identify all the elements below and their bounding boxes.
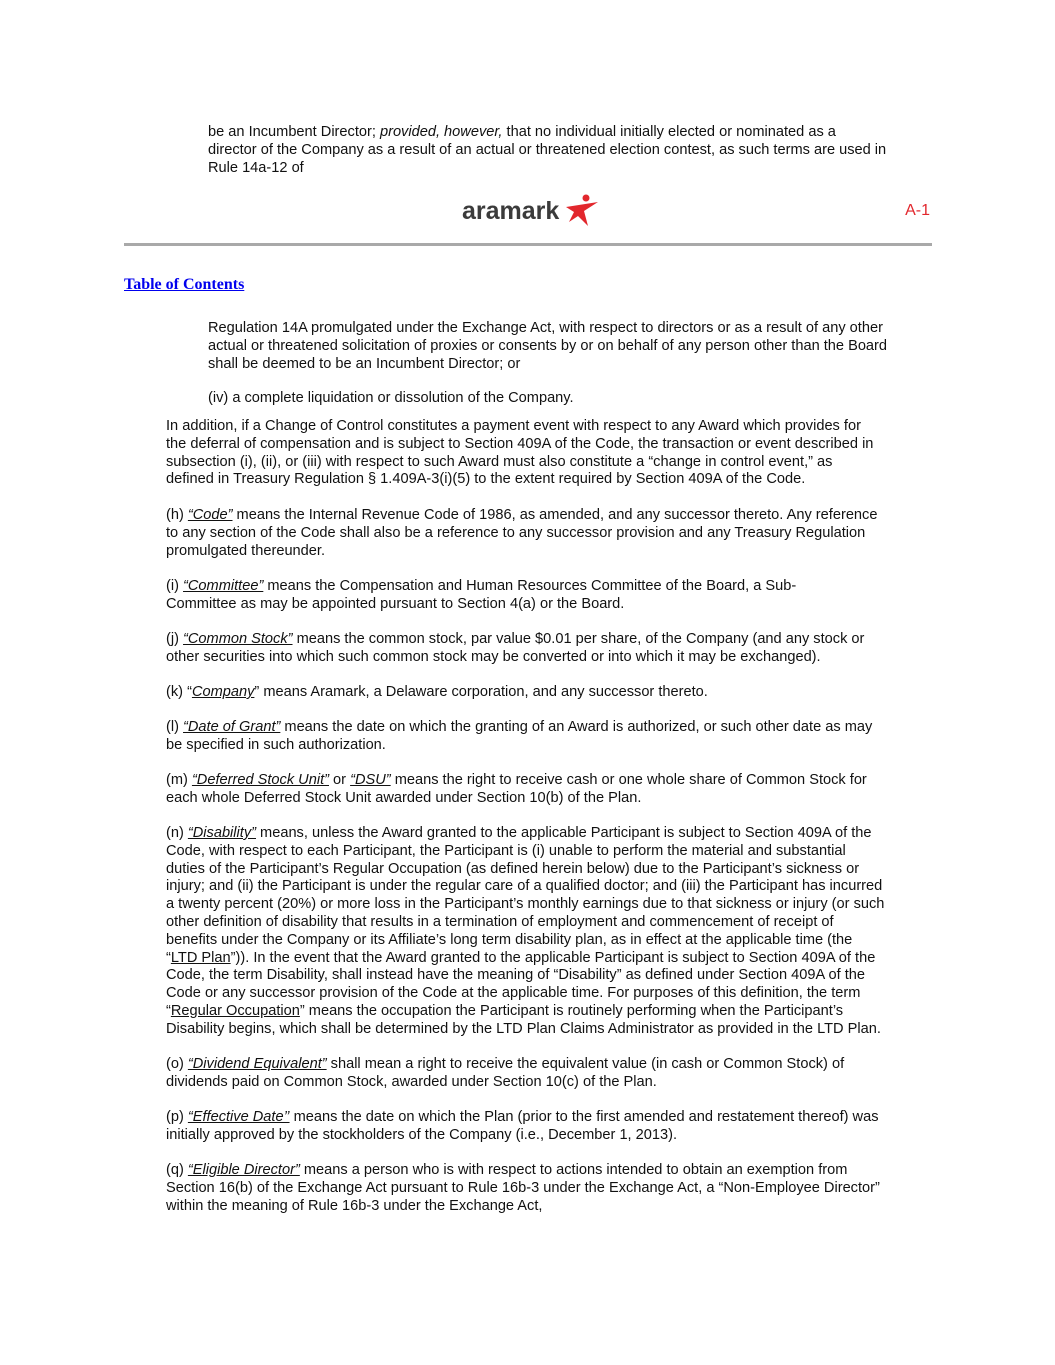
text-line: promulgated thereunder. [166, 542, 326, 559]
addition-paragraph [166, 418, 938, 489]
text-run: means the date on which the Plan (prior to the first amended and restatement thereof) was [289, 1109, 879, 1125]
regulation-paragraph [208, 320, 938, 373]
def-prefix: (q) [166, 1162, 188, 1178]
text-line: Code, the term Disability, shall instead have the meaning of “Disability” as defined under Section 409A of the [166, 967, 866, 984]
table-of-contents-link[interactable]: Table of Contents [124, 276, 245, 293]
text-run: that no individual initially elected or nominated as a [502, 124, 836, 140]
italic-run: provided, however, [379, 124, 503, 140]
text-line: initially approved by the stockholders of the Company (i.e., December 1, 2013). [166, 1126, 678, 1143]
text-line [166, 1003, 938, 1021]
def-prefix: (o) [166, 1056, 188, 1072]
logo-wordmark: aramark [462, 197, 560, 225]
def-prefix: (j) [166, 631, 184, 647]
text-line [166, 950, 938, 968]
text-line: Rule 14a-12 of [208, 159, 304, 176]
text-line: shall be deemed to be an Incumbent Director; or [208, 355, 521, 372]
text-line: subsection (i), (ii), or (iii) with respect to such Award must also constitute a “change in control event,” as [166, 453, 833, 470]
text-run: “ [166, 1002, 171, 1019]
text-line: Code or any successor provision of the Code at the applicable time. For purposes of this definition, the term [166, 985, 861, 1002]
text-run: means, unless the Award granted to the applicable Participant is subject to Section 409A of the [256, 825, 872, 841]
text-run: be an Incumbent Director; [208, 124, 380, 140]
def-prefix: (m) [166, 772, 192, 788]
definition-date-of-grant [166, 719, 938, 755]
text-line [166, 1162, 938, 1180]
def-term: “Eligible Director” [187, 1162, 300, 1178]
definition-effective-date [166, 1109, 938, 1145]
text-line [166, 1109, 938, 1127]
text-line: In addition, if a Change of Control constitutes a payment event with respect to any Award which provides for [166, 418, 861, 434]
text-line: Regulation 14A promulgated under the Exchange Act, with respect to directors or as a result of any other [208, 320, 883, 336]
text-run: means the right to receive cash or one whole share of Common Stock for [390, 772, 867, 788]
text-run: means the Internal Revenue Code of 1986, as amended, and any successor thereto. Any reference [232, 507, 878, 523]
text-line: defined in Treasury Regulation § 1.409A-3(i)(5) to the extent required by Section 409A of the Code. [166, 471, 806, 488]
definition-code [166, 507, 938, 560]
text-line [166, 578, 938, 596]
definition-dividend-equivalent [166, 1056, 938, 1092]
text-run: ” means Aramark, a Delaware corporation, and any successor thereto. [254, 684, 708, 700]
text-run: means a person who is with respect to actions intended to obtain an exemption from [299, 1162, 848, 1178]
definition-disability [166, 825, 938, 1039]
text-line [166, 772, 938, 790]
text-line: to any section of the Code shall also be a reference to any successor provision and any Treasury Regulation [166, 524, 866, 541]
def-term: “Effective Date’’ [187, 1109, 290, 1125]
text-line [166, 507, 938, 525]
def-prefix: (i) [166, 578, 184, 594]
def-prefix: (k) “ [166, 684, 192, 700]
aramark-logo [462, 192, 602, 230]
def-term: “Deferred Stock Unit” [191, 772, 329, 788]
def-prefix: (l) [166, 719, 184, 735]
def-term: “Common Stock” [183, 631, 293, 647]
text-line [166, 684, 938, 702]
def-prefix: (p) [166, 1109, 188, 1125]
text-line: duties of the Participant’s Regular Occupation (as defined herein below) due to the Participant’s sickness or [166, 860, 860, 877]
text-line: other definition of disability that results in a termination of employment and commencement of receipt of [166, 913, 834, 930]
text-run: means the Compensation and Human Resources Committee of the Board, a Sub- [263, 578, 797, 594]
text-line: injury; and (ii) the Participant is under the regular care of a qualified doctor; and (iii) the Participant has incurred [166, 878, 883, 895]
text-line: benefits under the Company or its Affiliate’s long term disability plan, as in effect at the applicable time (the [166, 931, 853, 948]
text-run: or [329, 772, 351, 788]
text-line: Committee as may be appointed pursuant to Section 4(a) or the Board. [166, 595, 625, 612]
text-line: Disability begins, which shall be determined by the LTD Plan Claims Administrator as provided in the LTD Plan. [166, 1020, 881, 1037]
def-prefix: (h) [166, 507, 188, 523]
text-line [166, 1056, 938, 1074]
text-run: means the date on which the granting of an Award is authorized, or such other date as may [280, 719, 873, 735]
text-run: means the common stock, par value $0.01 per share, of the Company (and any stock or [292, 631, 865, 647]
text-line [166, 825, 938, 843]
page-divider [124, 243, 932, 246]
def-term: “Code” [187, 507, 233, 523]
text-line: actual or threatened solicitation of proxies or consents by or on behalf of any person other than the Board [208, 337, 888, 354]
text-line [166, 719, 938, 737]
text-run: “ [166, 949, 171, 966]
def-term: “DSU” [350, 772, 391, 788]
text-line: other securities into which such common stock may be converted or into which it may be exchanged). [166, 648, 821, 665]
def-term: “Committee” [183, 578, 264, 594]
text-line: the deferral of compensation and is subject to Section 409A of the Code, the transaction or event described in [166, 435, 874, 452]
def-term: “Dividend Equivalent” [187, 1056, 327, 1072]
text-run: shall mean a right to receive the equivalent value (in cash or Common Stock) of [326, 1056, 845, 1072]
text-run: ”)). In the event that the Award granted to the applicable Participant is subject to Section 409A of the [230, 949, 876, 966]
text-line: be specified in such authorization. [166, 736, 386, 753]
text-line: dividends paid on Common Stock, awarded under Section 10(c) of the Plan. [166, 1073, 657, 1090]
text-line [166, 631, 938, 649]
def-prefix: (n) [166, 825, 188, 841]
text-line: each whole Deferred Stock Unit awarded under Section 10(b) of the Plan. [166, 789, 642, 806]
item-iv [208, 390, 938, 408]
top-paragraph [208, 124, 938, 177]
definition-eligible-director [166, 1162, 938, 1215]
text-line: a twenty percent (20%) or more loss in the Participant’s monthly earnings due to that sickness or injury (or such [166, 896, 885, 913]
page-number: A-1 [905, 202, 930, 219]
text-line: within the meaning of Rule 16b-3 under the Exchange Act, [166, 1197, 543, 1214]
text-line: (iv) a complete liquidation or dissolution of the Company. [208, 390, 574, 406]
text-run: ” means the occupation the Participant is routinely performing when the Participant’s [299, 1002, 844, 1019]
definition-committee [166, 578, 938, 614]
definition-deferred-stock-unit [166, 772, 938, 808]
text-line: director of the Company as a result of an actual or threatened election contest, as such terms are used in [208, 141, 887, 158]
def-term: Regular Occupation [170, 1002, 300, 1019]
def-term: Company [191, 684, 255, 700]
text-line: Code, with respect to each Participant, the Participant is (i) unable to perform the material and substantial [166, 842, 846, 859]
text-line [208, 124, 938, 142]
star-figure-icon [566, 195, 598, 227]
definition-common-stock [166, 631, 938, 667]
def-term: LTD Plan [170, 949, 231, 966]
def-term: “Date of Grant” [183, 719, 281, 735]
text-line: Section 16(b) of the Exchange Act pursuant to Rule 16b-3 under the Exchange Act, a “Non-Employee Director” [166, 1179, 880, 1196]
def-term: “Disability” [187, 825, 256, 841]
definition-company [166, 684, 938, 702]
